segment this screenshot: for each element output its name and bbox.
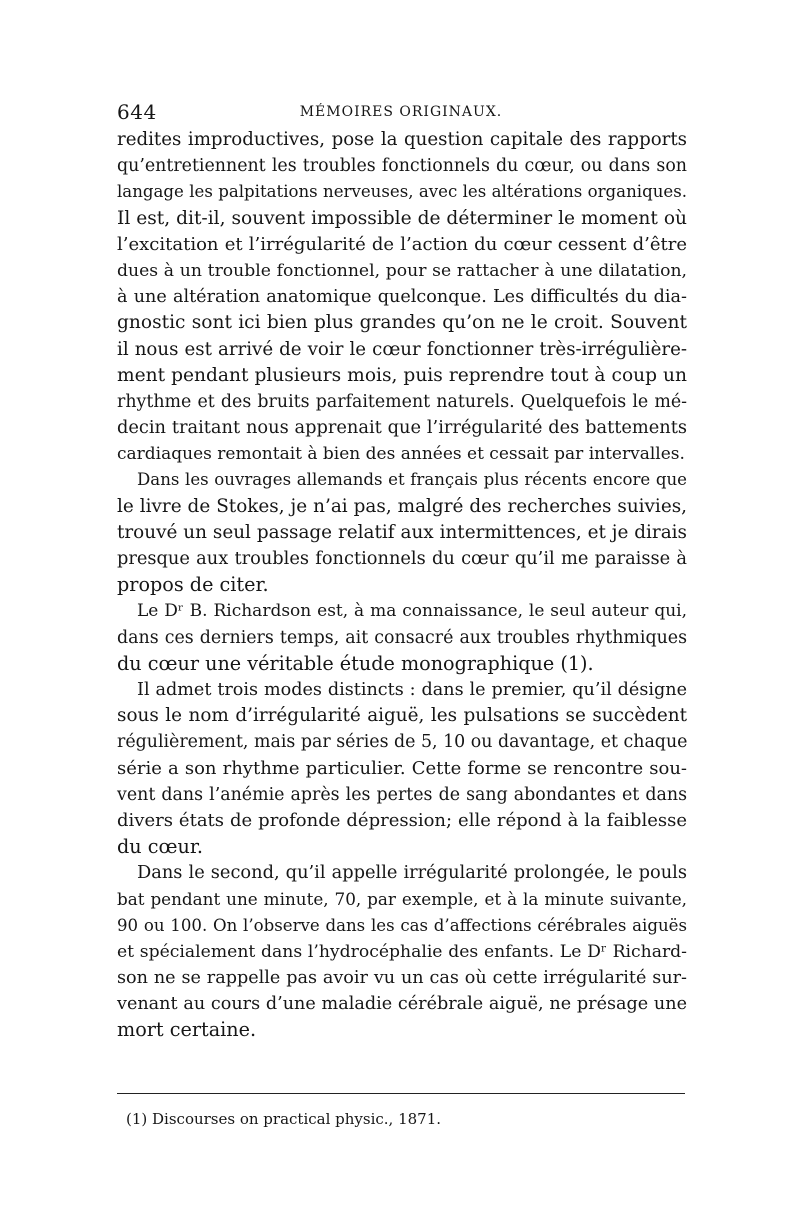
text-line: à une altération anatomique quelconque. Les difficultés du dia- [117, 287, 687, 308]
text-line: trouvé un seul passage relatif aux intermittences, et je dirais [117, 521, 687, 543]
text-line: et spécialement dans l’hydrocéphalie des enfants. Le Dʳ Richard- [117, 941, 687, 962]
text-line: Il admet trois modes distincts : dans le premier, qu’il désigne [137, 679, 687, 700]
text-line: cardiaques remontait à bien des années et cessait par intervalles. [117, 444, 685, 465]
text-line: du cœur une véritable étude monographique (1). [117, 651, 594, 675]
text-line: redites improductives, pose la question capitale des rapports [117, 129, 687, 150]
footnote-divider [117, 1093, 685, 1094]
text-line: du cœur. [117, 835, 203, 859]
text-line: gnostic sont ici bien plus grandes qu’on ne le croit. Souvent [117, 312, 687, 334]
running-title: MÉMOIRES ORIGINAUX. [299, 104, 503, 120]
text-line: venant au cours d’une maladie cérébrale aiguë, ne présage une [117, 994, 687, 1015]
text-line: langage les palpitations nerveuses, avec les altérations organiques. [117, 182, 687, 202]
text-line: dans ces derniers temps, ait consacré aux troubles rhythmiques [117, 627, 687, 648]
text-line: série a son rhythme particulier. Cette forme se rencontre sou- [117, 757, 687, 779]
text-line: l’excitation et l’irrégularité de l’action du cœur cessent d’être [117, 233, 687, 255]
text-line: qu’entretiennent les troubles fonctionnels du cœur, ou dans son [117, 156, 687, 177]
text-line: Le Dʳ B. Richardson est, à ma connaissance, le seul auteur qui, [137, 601, 687, 622]
body-text [117, 127, 687, 1044]
text-line: dues à un trouble fonctionnel, pour se rattacher à une dilatation, [117, 260, 687, 281]
text-line: le livre de Stokes, je n’ai pas, malgré des recherches suivies, [117, 495, 687, 517]
text-line: ment pendant plusieurs mois, puis reprendre tout à coup un [117, 364, 687, 386]
text-line: mort certaine. [117, 1018, 257, 1042]
text-line: divers états de profonde dépression; elle répond à la faiblesse [117, 809, 687, 831]
text-line: presque aux troubles fonctionnels du cœur qu’il me paraisse à [117, 548, 687, 569]
text-line: 90 ou 100. On l’observe dans les cas d’affections cérébrales aiguës [117, 915, 687, 935]
text-line: Dans les ouvrages allemands et français plus récents encore que [137, 470, 687, 490]
text-line: vent dans l’anémie après les pertes de sang abondantes et dans [117, 784, 687, 805]
text-line: rhythme et des bruits parfaitement naturels. Quelquefois le mé- [117, 391, 687, 412]
text-line: il nous est arrivé de voir le cœur fonctionner très-irrégulière- [117, 338, 687, 360]
running-header [117, 100, 685, 128]
text-line: régulièrement, mais par séries de 5, 10 ou davantage, et chaque [117, 732, 688, 753]
text-line: son ne se rappelle pas avoir vu un cas où cette irrégularité sur- [117, 968, 687, 988]
text-line: Dans le second, qu’il appelle irrégularité prolongée, le pouls [137, 862, 687, 884]
footnote: (1) Discourses on practical physic., 1871. [126, 1110, 442, 1128]
page-number: 644 [117, 100, 157, 124]
text-line: Il est, dit-il, souvent impossible de déterminer le moment où [117, 207, 687, 229]
text-line: bat pendant une minute, 70, par exemple, et à la minute suivante, [117, 889, 687, 910]
text-line: sous le nom d’irrégularité aiguë, les pulsations se succèdent [117, 705, 687, 727]
text-line: propos de citer. [117, 573, 269, 597]
text-line: decin traitant nous apprenait que l’irrégularité des battements [117, 417, 687, 439]
